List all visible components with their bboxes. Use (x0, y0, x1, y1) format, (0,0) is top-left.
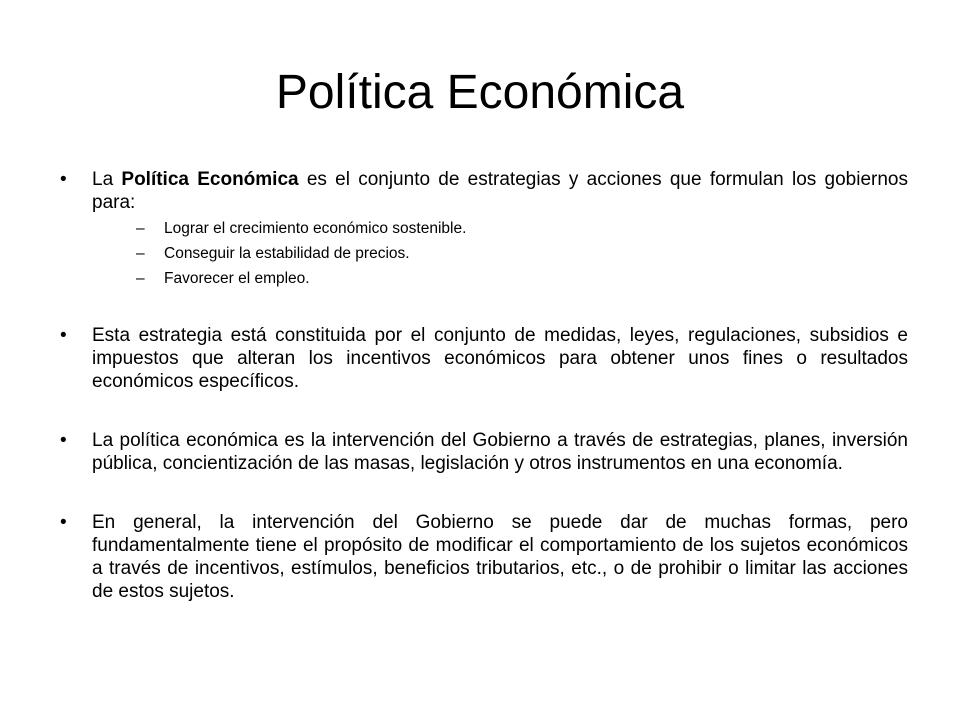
bullet-dot: • (60, 430, 67, 451)
bullet-text: La política económica es la intervención del Gobierno a través de estrategias, planes, inversión pública, concientización de las masas, legislación y otros instrumentos en una economía. (92, 430, 908, 474)
bullet-text-bold: Política Económica (121, 169, 299, 190)
sub-item-text: Lograr el crecimiento económico sostenible. (164, 220, 467, 237)
bullet-text-suffix: es el conjunto de estrategias y acciones que formulan los gobiernos para: (92, 169, 908, 213)
slide-title: Política Económica (275, 66, 685, 119)
bullet-dot: • (60, 325, 67, 346)
bullet-dot: • (60, 512, 67, 533)
bullet-text: En general, la intervención del Gobierno se puede dar de muchas formas, pero fundamentalmente tiene el propósito de modificar el comportamiento de los sujetos económicos a través de incentivos, estímulos, beneficios tributarios, etc., o de prohibir o limitar las acciones de estos sujetos. (92, 512, 908, 602)
sub-item-text: Favorecer el empleo. (164, 270, 310, 287)
dash-marker: – (136, 270, 145, 287)
bullet-item-2 (60, 324, 908, 393)
bullet-text: Esta estrategia está constituida por el conjunto de medidas, leyes, regulaciones, subsidios e impuestos que alteran los incentivos económicos para obtener unos fines o resultados económicos específicos. (92, 325, 908, 392)
bullet-text-prefix: La (92, 169, 122, 190)
slide-content (60, 168, 908, 603)
bullet-item-3 (60, 429, 908, 475)
sub-item (92, 270, 908, 288)
sub-list (92, 220, 908, 288)
dash-marker: – (136, 220, 145, 237)
bullet-item-1 (60, 168, 908, 288)
sub-item-text: Conseguir la estabilidad de precios. (164, 245, 410, 262)
dash-marker: – (136, 245, 145, 262)
sub-item (92, 245, 908, 263)
bullet-item-4 (60, 511, 908, 603)
bullet-text (92, 168, 908, 214)
bullet-dot: • (60, 169, 67, 190)
sub-item (92, 220, 908, 238)
